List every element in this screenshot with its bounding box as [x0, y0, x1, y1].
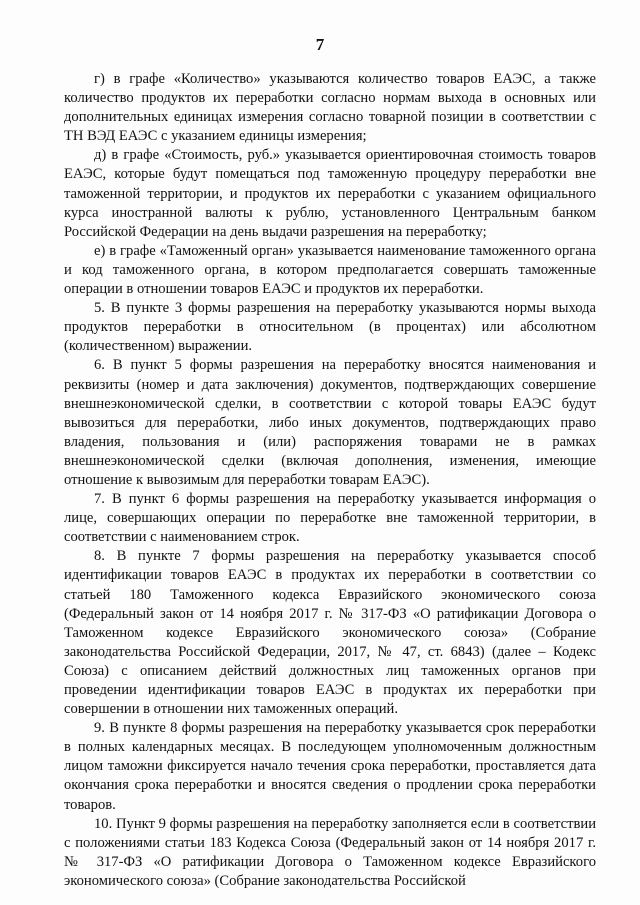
paragraph-item-5: 5. В пункте 3 формы разрешения на переработку указываются нормы выхода продуктов переработки в относительном (в процентах) или абсолютном (количественном) выражении. — [64, 300, 596, 355]
paragraph-item-9: 9. В пункте 8 формы разрешения на переработку указывается срок переработки в полных календарных месяцах. В последующем уполномоченным должностным лицом таможни фиксируется начало течения срока переработки, проставляется дата окончания срока переработки и вносятся сведения о продлении срока переработки товаров. — [64, 720, 596, 813]
paragraph-item-6: 6. В пункт 5 формы разрешения на переработку вносятся наименования и реквизиты (номер и дата заключения) документов, подтверждающих совершение внешнеэкономической сделки, в соответствии с которой товары ЕАЭС будут вывозиться для переработки, либо иных документов, подтверждающих право владения, пользования и (или) распоряжения товарами не в рамках внешнеэкономической сделки (включая дополнения, изменения, имеющие отношение к вывозимым для переработки товарам ЕАЭС). — [64, 357, 596, 488]
paragraph-e-customs-authority: е) в графе «Таможенный орган» указывается наименование таможенного органа и код таможенного органа, в котором предполагается совершать таможенные операции в отношении товаров ЕАЭС и продуктов их переработки. — [64, 242, 596, 298]
document-body — [64, 70, 596, 891]
page-number: 7 — [315, 35, 325, 54]
paragraph-item-8: 8. В пункте 7 формы разрешения на переработку указывается способ идентификации товаров ЕАЭС в продуктах их переработки в соответствии со статьей 180 Таможенного кодекса Евразийского экономического союза (Федеральный закон от 14 ноября 2017 г. № 317-ФЗ «О ратификации Договора о Таможенном кодексе Евразийского экономического союза» (Собрание законодательства Российской Федерации, 2017, № 47, ст. 6843) (далее – Кодекс Союза) с описанием действий должностных лиц таможенных органов при проведении идентификации товаров ЕАЭС в продуктах их переработки при совершении в отношении них таможенных операций. — [64, 548, 596, 718]
paragraph-item-10: 10. Пункт 9 формы разрешения на переработку заполняется если в соответствии с положениями статьи 183 Кодекса Союза (Федеральный закон от 14 ноября 2017 г. № 317-ФЗ «О ратификации Договора о Таможенном кодексе Евразийского экономического союза» (Собрание законодательства Российской — [64, 815, 596, 889]
paragraph-d-cost: д) в графе «Стоимость, руб.» указывается ориентировочная стоимость товаров ЕАЭС, которые будут помещаться под таможенную процедуру переработки вне таможенной территории, и продуктов их переработки с указанием официального курса иностранной валюты к рублю, установленного Центральным банком Российской Федерации на день выдачи разрешения на переработку; — [64, 147, 596, 240]
paragraph-g-quantity: г) в графе «Количество» указываются количество товаров ЕАЭС, а также количество продуктов их переработки согласно нормам выхода в основных или дополнительных единицах измерения согласно товарной позиции в соответствии с ТН ВЭД ЕАЭС с указанием единицы измерения; — [64, 71, 596, 145]
paragraph-item-7: 7. В пункт 6 формы разрешения на переработку указывается информация о лице, совершающих операции по переработке вне таможенной территории, в соответствии с наименованием строк. — [64, 491, 596, 546]
